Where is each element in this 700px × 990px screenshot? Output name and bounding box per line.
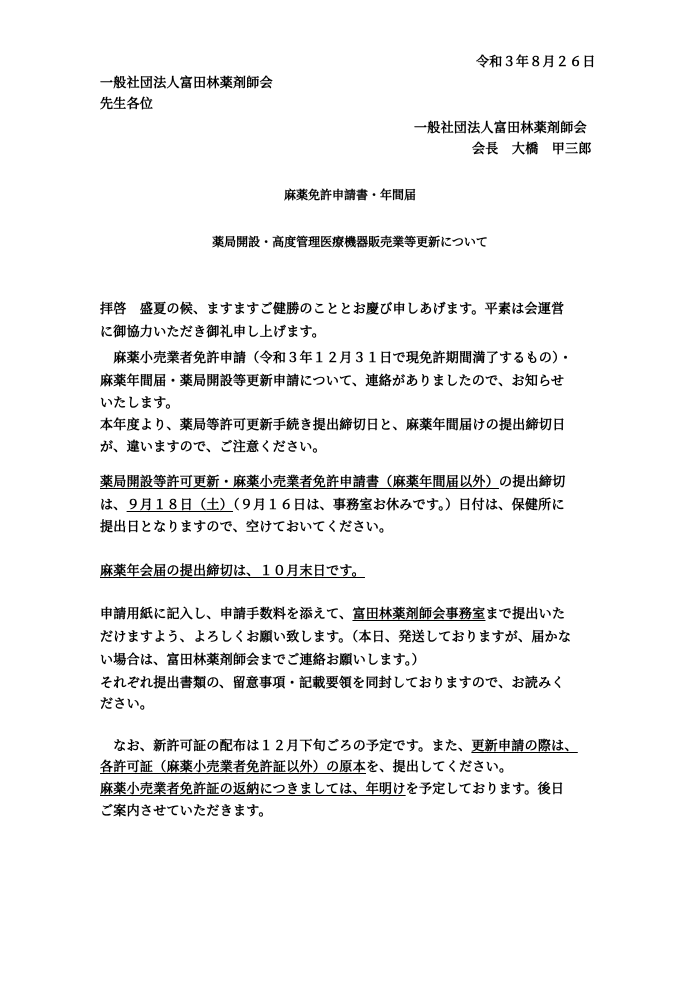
underlined-text: 更新申請の際は、 xyxy=(471,739,578,754)
recipient-people: 先生各位 xyxy=(100,97,154,112)
paragraph-line: 本年度より、薬局等許可更新手続き提出締切日と、麻薬年間届けの提出締切日 xyxy=(100,418,566,433)
underlined-text: ９月１８日（土） xyxy=(126,498,234,513)
paragraph-line xyxy=(100,739,578,755)
paragraph-line: だけますよう、よろしくお願い致します。（本日、発送しておりますが、届かな xyxy=(100,630,572,645)
inline-text: の提出締切 xyxy=(499,475,566,490)
paragraph-line xyxy=(100,607,565,623)
sender-person: 会長 大橋 甲三郎 xyxy=(472,142,592,157)
inline-text: は、 xyxy=(100,498,127,513)
date: 令和３年８月２６日 xyxy=(476,55,596,70)
paragraph-line: それぞれ提出書類の、留意事項・記載要領を同封しておりますので、お読みく xyxy=(100,676,565,691)
paragraph-line: いたします。 xyxy=(100,396,179,411)
paragraph-line xyxy=(100,782,564,798)
paragraph-line: 麻薬年会届の提出締切は、１０月末日です。 xyxy=(100,564,365,579)
paragraph-line: 麻薬年間届・薬局開設等更新申請について、連絡がありましたので、お知らせ xyxy=(100,374,565,389)
paragraph-line: ご案内させていただきます。 xyxy=(100,804,272,819)
underlined-text: 薬局開設等許可更新・麻薬小売業者免許申請書（麻薬年間届以外） xyxy=(100,475,500,490)
inline-text: まで提出いた xyxy=(485,607,566,622)
paragraph-line xyxy=(100,760,512,776)
underlined-text: 富田林薬剤師会事務室 xyxy=(352,607,486,622)
paragraph-line: 麻薬小売業者免許申請（令和３年１２月３１日で現免許期間満了するもの）・ xyxy=(100,351,573,366)
inline-text: を、提出してください。 xyxy=(366,760,513,775)
paragraph-line xyxy=(100,475,566,491)
paragraph-line: い場合は、富田林薬剤師会までご連絡お願いします。） xyxy=(100,653,425,668)
underlined-text: 各許可証（麻薬小売業者免許証以外）の原本 xyxy=(100,760,367,775)
paragraph-line: に御協力いただき御礼申し上げます。 xyxy=(100,325,326,340)
inline-text: 申請用紙に記入し、申請手数料を添えて、 xyxy=(100,607,353,622)
paragraph-line: が、違いますので、ご注意ください。 xyxy=(100,440,326,455)
title-line-2: 薬局開設・高度管理医療機器販売業等更新について xyxy=(212,235,488,249)
paragraph-line xyxy=(100,498,565,514)
sender-org: 一般社団法人富田林薬剤師会 xyxy=(414,121,587,136)
inline-text: を予定しております。後日 xyxy=(405,782,565,797)
paragraph-line: 提出日となりますので、空けておいてください。 xyxy=(100,520,393,535)
recipient-org: 一般社団法人富田林薬剤師会 xyxy=(100,76,273,91)
inline-text: （９月１６日は、事務室お休みです。）日付は、保健所に xyxy=(233,498,565,513)
underlined-text: 麻薬小売業者免許証の返納につきましては、年明け xyxy=(100,782,406,797)
title-line-1: 麻薬免許申請書・年間届 xyxy=(283,188,416,202)
inline-text: なお、新許可証の配布は１２月下旬ごろの予定です。また、 xyxy=(100,739,472,754)
paragraph-line: 拝啓 盛夏の候、ますますご健勝のこととお慶び申しあげます。平素は会運営 xyxy=(100,302,565,317)
paragraph-line: ださい。 xyxy=(100,697,154,712)
